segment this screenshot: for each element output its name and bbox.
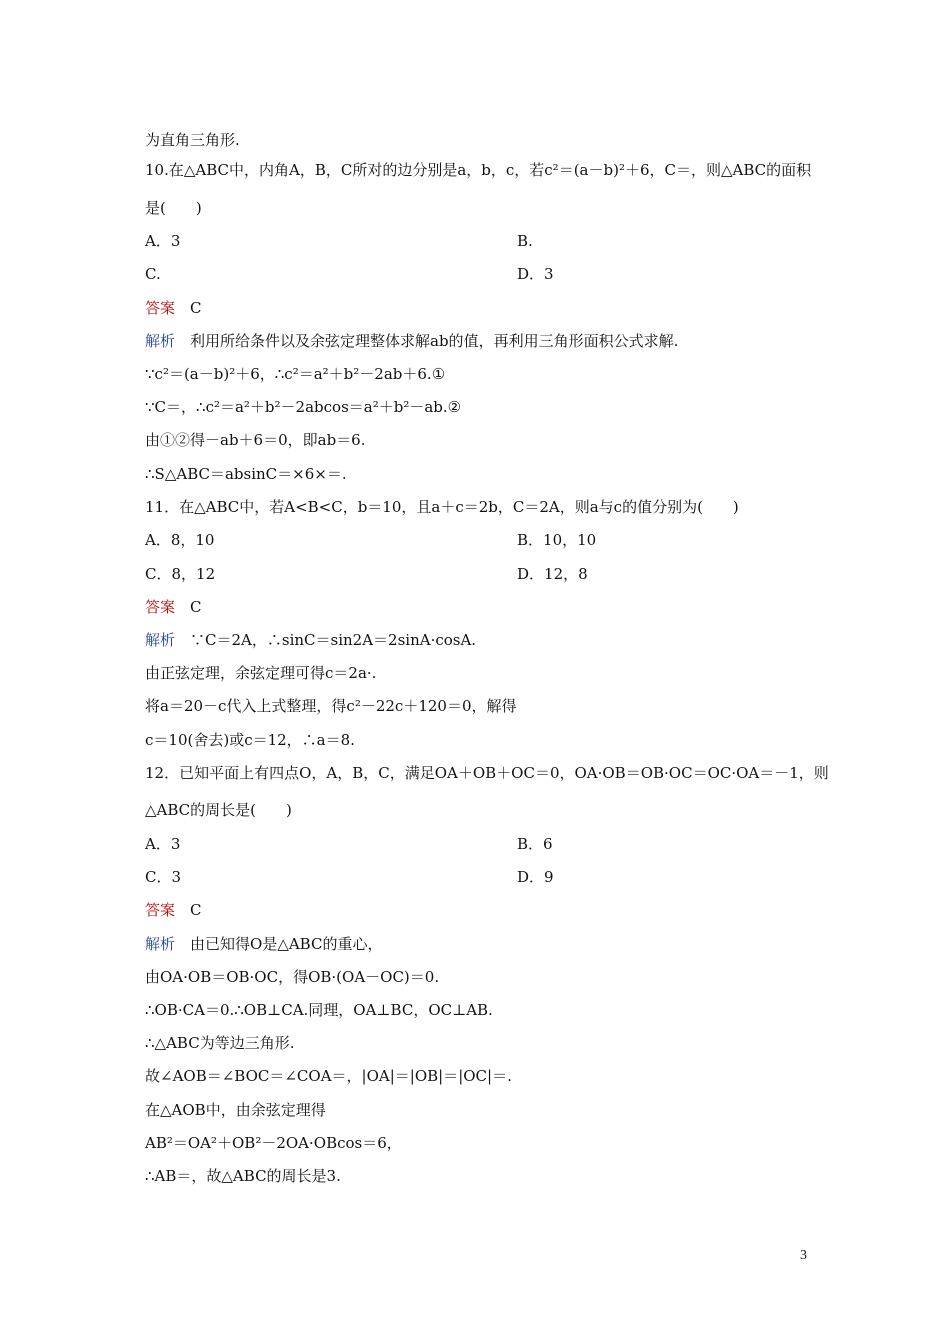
text-line: c＝10(舍去)或c＝12，∴a＝8. (145, 731, 355, 749)
choice-option: D．3 (517, 265, 554, 283)
analysis-label: 解析 (145, 631, 176, 649)
text-line: 是( ) (145, 199, 202, 217)
analysis-line (145, 628, 476, 652)
text-line: 将a＝20－c代入上式整理，得c²－22c＋120＝0，解得 (145, 697, 517, 715)
analysis-label: 解析 (145, 935, 176, 953)
text-line: 为直角三角形. (145, 131, 240, 149)
choice-option: C．3 (145, 868, 182, 886)
text-line: 12．已知平面上有四点O，A，B，C，满足OA＋OB＋OC＝0，OA·OB＝OB·OC＝OC·OA＝－1，则 (145, 764, 829, 782)
choice-option: D．9 (517, 868, 554, 886)
answer-line (145, 296, 202, 320)
choice-option: C．8，12 (145, 565, 216, 583)
text-line: 故∠AOB＝∠BOC＝∠COA＝，|OA|＝|OB|＝|OC|＝. (145, 1067, 512, 1085)
line-text: 由已知得O是△ABC的重心， (175, 935, 383, 953)
text-line: 由①②得－ab＋6＝0，即ab＝6. (145, 431, 366, 449)
choice-option: A．3 (145, 835, 181, 853)
analysis-label: 解析 (145, 332, 176, 350)
text-line: ∵C＝，∴c²＝a²＋b²－2abcos＝a²＋b²－ab.② (145, 398, 462, 416)
choice-option: C. (145, 265, 161, 283)
text-line: 11．在△ABC中，若A<B<C，b＝10，且a＋c＝2b，C＝2A，则a与c的值分别为( ) (145, 498, 739, 516)
text-line: ∴AB＝，故△ABC的周长是3. (145, 1167, 341, 1185)
text-line: ∵c²＝(a－b)²＋6，∴c²＝a²＋b²－2ab＋6.① (145, 365, 446, 383)
choice-option: B．6 (517, 835, 553, 853)
line-text: C (175, 901, 202, 919)
answer-line (145, 595, 202, 619)
text-line: AB²＝OA²＋OB²－2OA·OBcos＝6， (145, 1134, 402, 1152)
line-text: ∵C＝2A，∴sinC＝sin2A＝2sinA·cosA. (175, 631, 477, 649)
text-line: △ABC的周长是( ) (145, 801, 292, 819)
line-text: 利用所给条件以及余弦定理整体求解ab的值，再利用三角形面积公式求解. (175, 332, 679, 350)
choice-option: A．8，10 (145, 531, 215, 549)
text-line: 由正弦定理，余弦定理可得c＝2a·. (145, 664, 377, 682)
text-line: 在△AOB中，由余弦定理得 (145, 1101, 326, 1119)
answer-label: 答案 (145, 598, 176, 616)
choice-option: B. (517, 232, 533, 250)
text-line: 由OA·OB＝OB·OC，得OB·(OA－OC)＝0. (145, 968, 440, 986)
analysis-line (145, 932, 382, 956)
text-line: 10.在△ABC中，内角A，B，C所对的边分别是a，b，c，若c²＝(a－b)²＋6，C＝，则△ABC的面积 (145, 161, 812, 179)
text-line: ∴S△ABC＝absinC＝×6×＝. (145, 465, 347, 483)
answer-line (145, 898, 202, 922)
line-text: C (175, 299, 202, 317)
page-number: 3 (800, 1248, 807, 1263)
line-text: C (175, 598, 202, 616)
text-line: ∴△ABC为等边三角形. (145, 1034, 295, 1052)
text-line: ∴OB·CA＝0.∴OB⊥CA.同理，OA⊥BC，OC⊥AB. (145, 1001, 493, 1019)
choice-option: A．3 (145, 232, 181, 250)
choice-option: D．12，8 (517, 565, 588, 583)
answer-label: 答案 (145, 299, 176, 317)
answer-label: 答案 (145, 901, 176, 919)
analysis-line (145, 329, 678, 353)
choice-option: B．10，10 (517, 531, 597, 549)
